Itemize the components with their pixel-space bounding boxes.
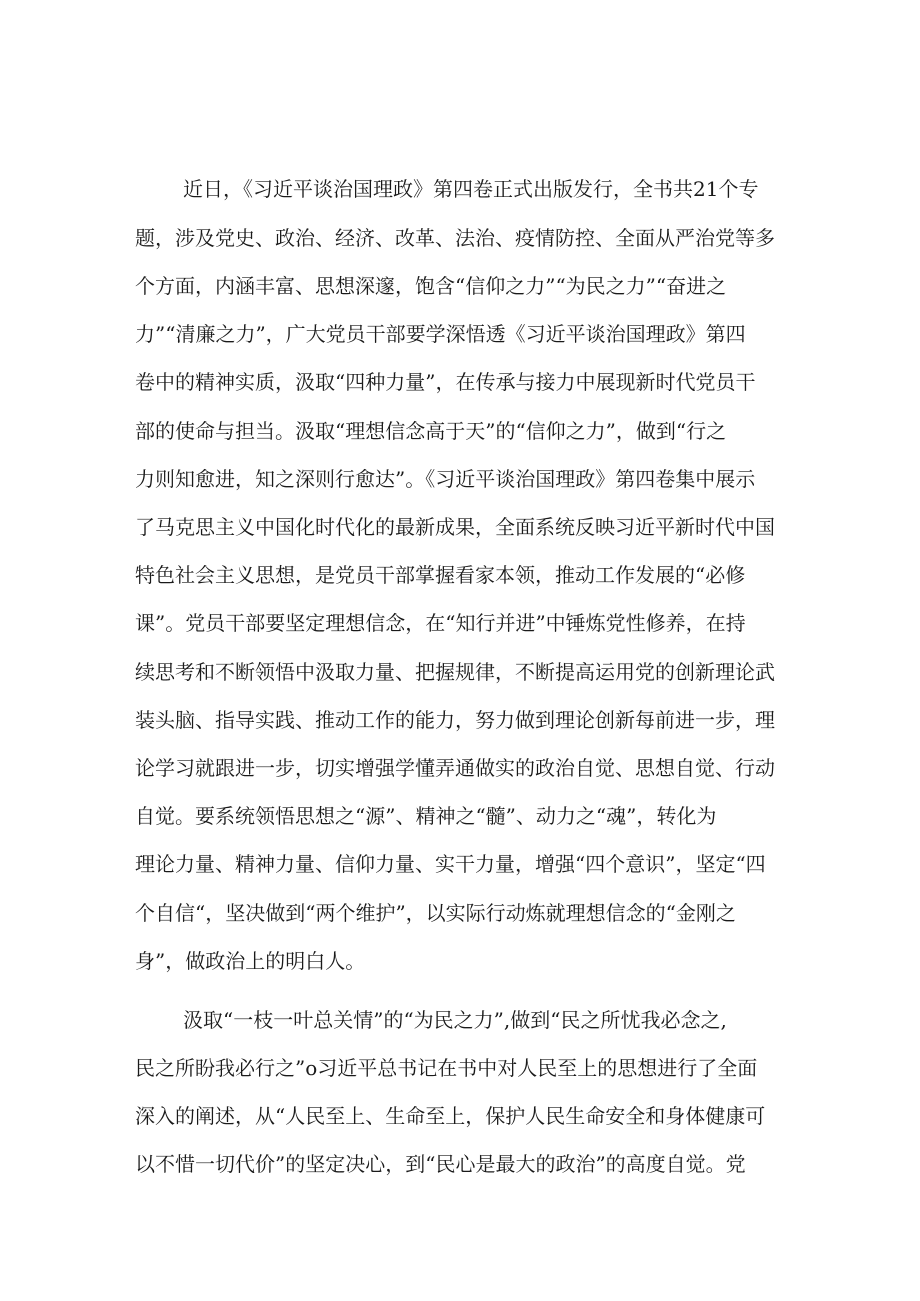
text-line-content: 力”“清廉之力”，广大党员干部要学深悟透《习近平谈治国理政》第四 (135, 322, 746, 346)
text-line (0, 705, 920, 735)
text-line-content: 理论力量、精神力量、信仰力量、实干力量，增强“四个意识”，坚定“四 (135, 852, 766, 876)
text-line-content: 民之所盼我必行之”o习近平总书记在书中对人民至上的思想进行了全面 (135, 1056, 758, 1080)
text-line (0, 657, 920, 687)
text-line-content: 自觉。要系统领悟思想之“源”、精神之“髓”、动力之“魂”，转化为 (135, 804, 717, 828)
text-line (0, 1005, 920, 1035)
text-line-content: 汲取“一枝一叶总关情”的“为民之力”,做到“民之所忧我必念之, (183, 1008, 727, 1032)
text-line (0, 1101, 920, 1131)
text-line-content: 近日，《习近平谈治国理政》第四卷正式出版发行，全书共21个专 (183, 177, 759, 201)
text-line-content: 续思考和不断领悟中汲取力量、把握规律，不断提高运用党的创新理论武 (135, 660, 775, 684)
text-line (0, 801, 920, 831)
text-line (0, 416, 920, 446)
text-line (0, 753, 920, 783)
text-line-content: 论学习就跟进一步，切实增强学懂弄通做实的政治自觉、思想自觉、行动 (135, 756, 775, 780)
text-line (0, 1149, 920, 1179)
text-line (0, 271, 920, 301)
text-line-content: 特色社会主义思想，是党员干部掌握看家本领，推动工作发展的“必修 (135, 563, 746, 587)
text-line (0, 560, 920, 590)
text-line (0, 464, 920, 494)
text-line (0, 512, 920, 542)
text-line-content: 了马克思主义中国化时代化的最新成果，全面系统反映习近平新时代中国 (135, 515, 775, 539)
text-line (0, 849, 920, 879)
text-line-content: 卷中的精神实质，汲取“四种力量”，在传承与接力中展现新时代党员干 (135, 370, 756, 394)
text-line-content: 课”。党员干部要坚定理想信念，在“知行并进”中锤炼党性修养，在持 (135, 611, 746, 635)
text-line (0, 319, 920, 349)
text-line-content: 部的使命与担当。汲取“理想信念高于天”的“信仰之力”，做到“行之 (135, 419, 727, 443)
text-line-content: 题，涉及党史、政治、经济、改革、法治、疫情防控、全面从严治党等多 (135, 226, 775, 250)
text-line (0, 1053, 920, 1083)
text-line (0, 946, 920, 976)
text-line-content: 力则知愈进，知之深则行愈达”。《习近平谈治国理政》第四卷集中展示 (135, 467, 756, 491)
text-line-content: 个方面，内涵丰富、思想深邃，饱含“信仰之力”“为民之力”“奋进之 (135, 274, 727, 298)
text-line (0, 367, 920, 397)
text-line-content: 深入的阐述，从“人民至上、生命至上，保护人民生命安全和身体健康可 (135, 1104, 766, 1128)
text-line (0, 898, 920, 928)
text-line (0, 174, 920, 204)
text-line-content: 以不惜一切代价”的坚定决心，到“民心是最大的政治”的高度自觉。党 (135, 1152, 746, 1176)
text-line-content: 个自信“，坚决做到“两个维护”，以实际行动炼就理想信念的“金刚之 (135, 901, 736, 925)
text-line (0, 608, 920, 638)
text-line-content: 装头脑、指导实践、推动工作的能力，努力做到理论创新每前进一步，理 (135, 708, 775, 732)
text-line (0, 223, 920, 253)
text-line-content: 身”，做政治上的明白人。 (135, 949, 366, 973)
